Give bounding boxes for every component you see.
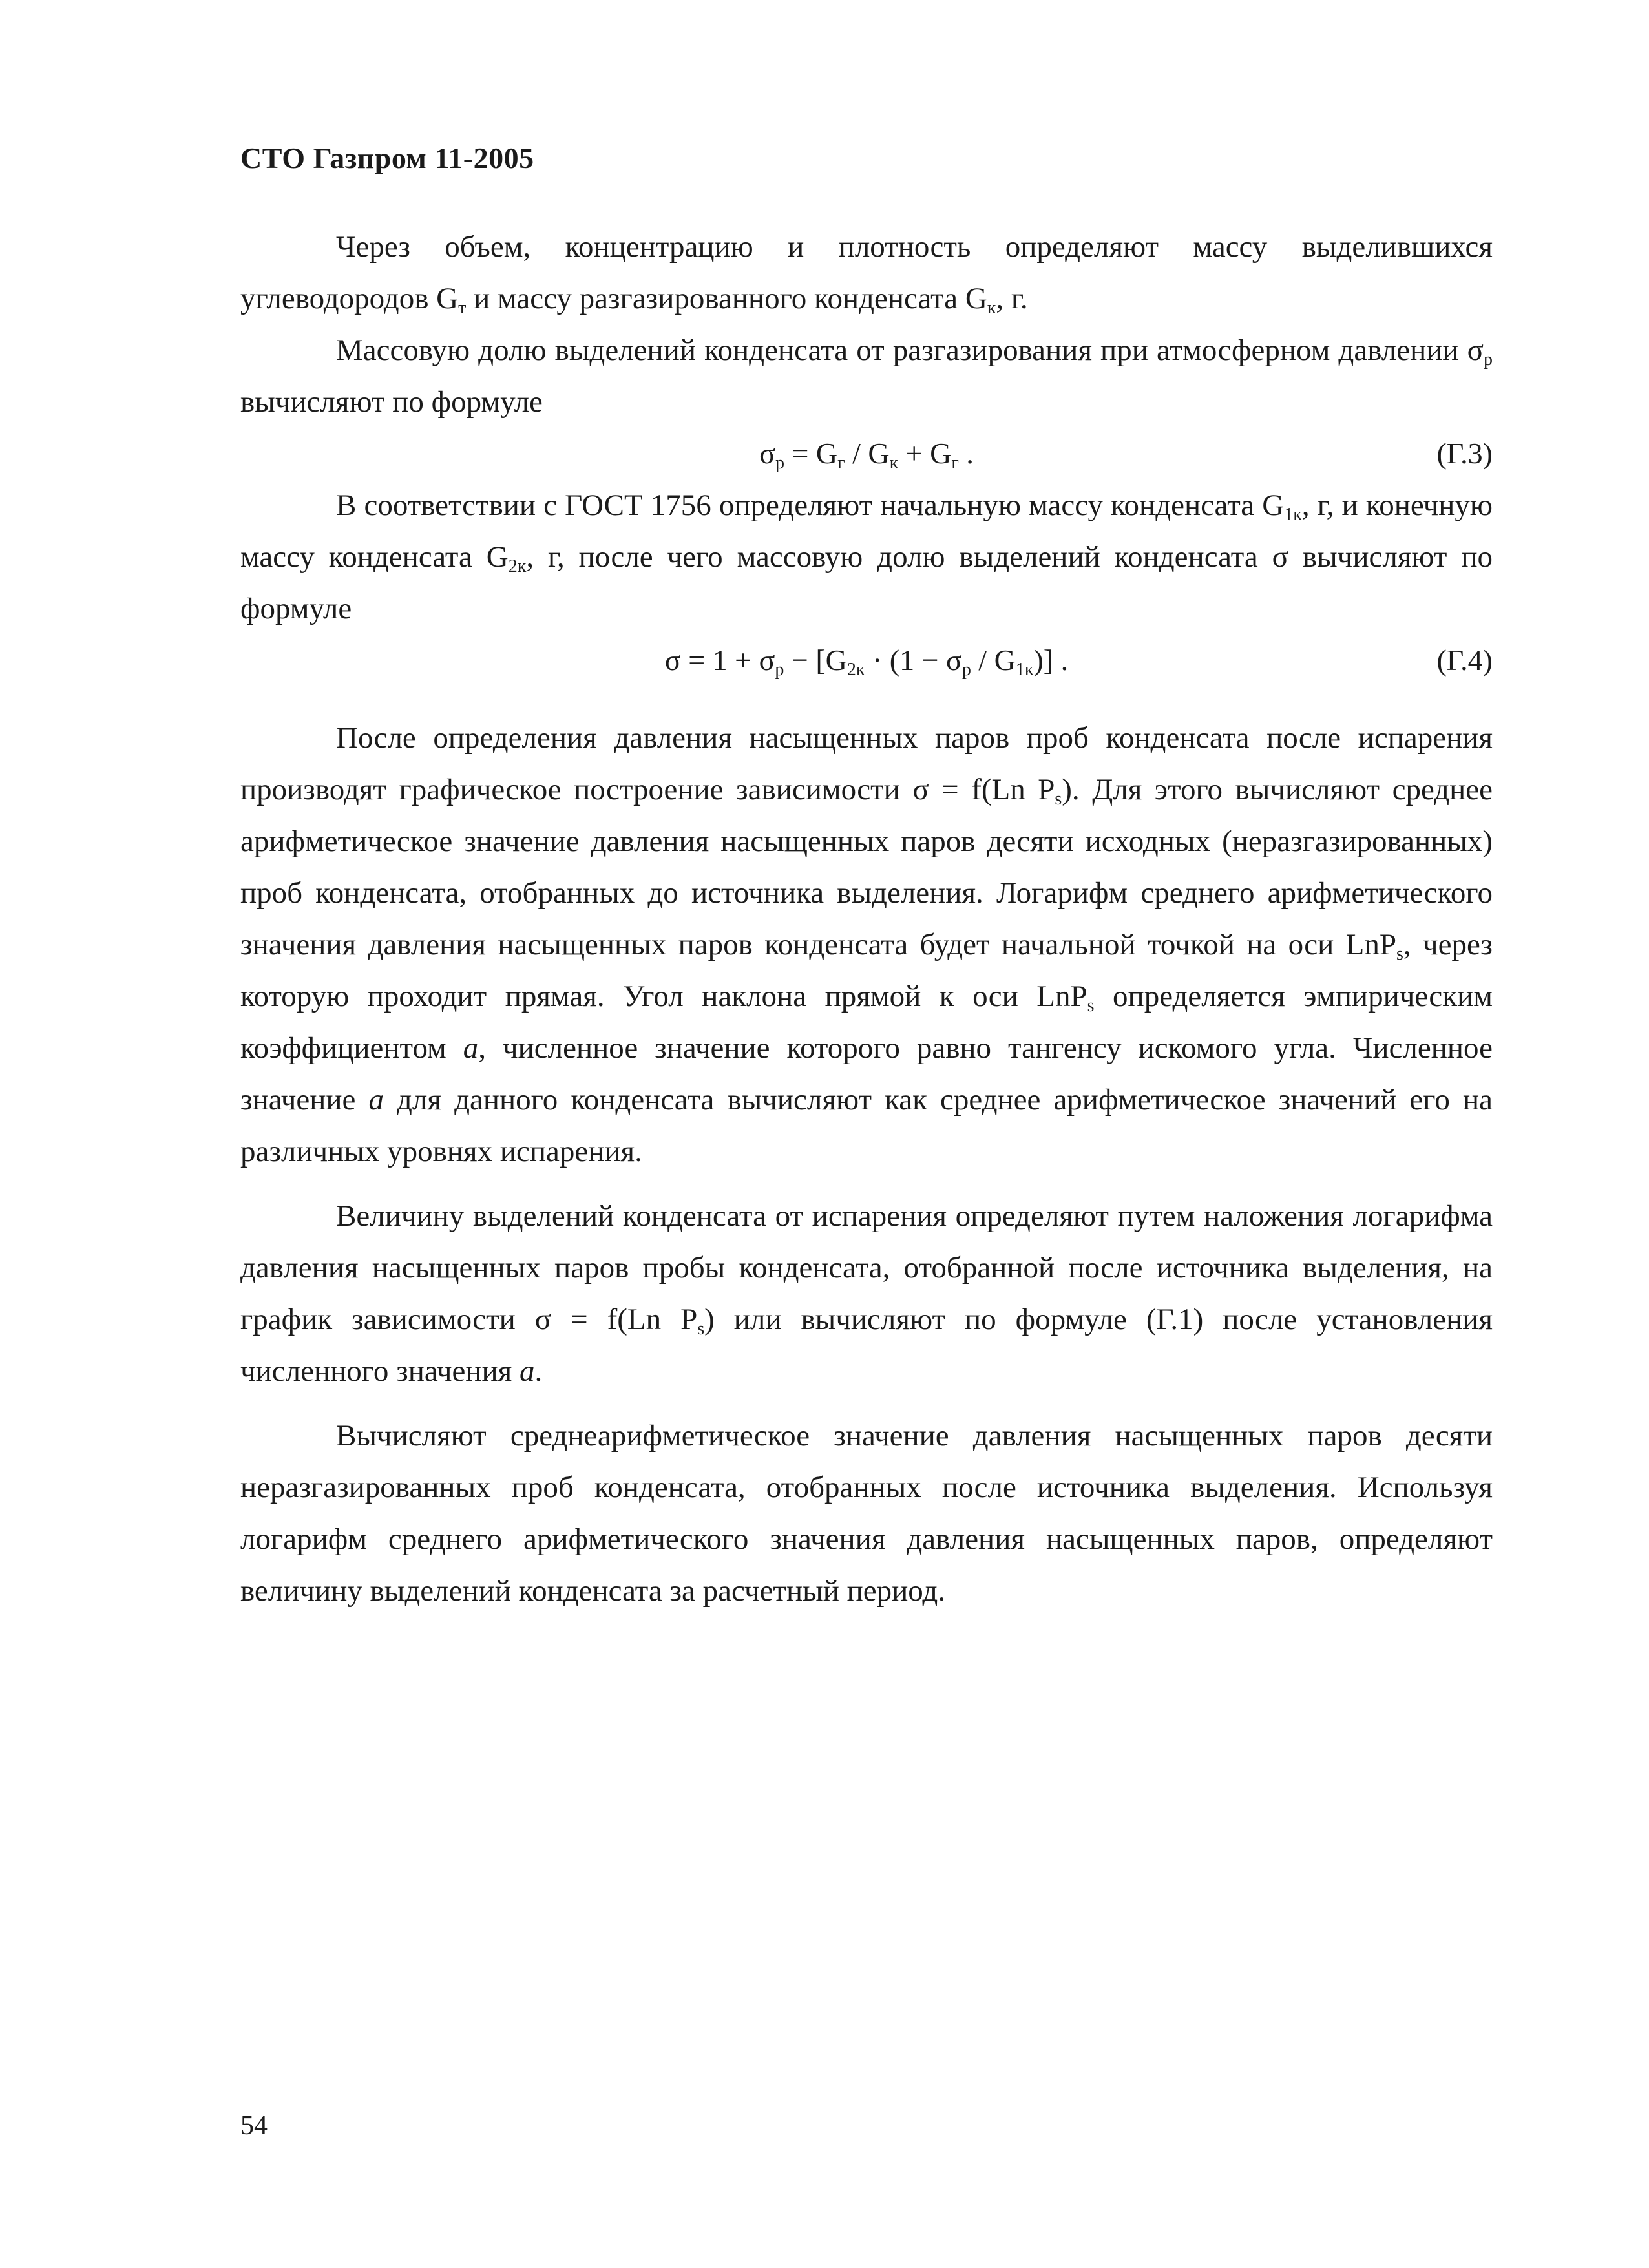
formula-g3-expression bbox=[240, 428, 1493, 479]
text: . bbox=[534, 1354, 543, 1388]
formula-g4-expression bbox=[240, 635, 1493, 686]
formula-g4-number: (Г.4) bbox=[1436, 644, 1493, 677]
subscript: s bbox=[697, 1319, 705, 1339]
text: / G bbox=[971, 644, 1016, 677]
text: , г, после чего массовую долю выделений конденсата σ вычисляют по формуле bbox=[240, 540, 1493, 625]
paragraph-6: Вычисляют среднеарифметическое значение давления насыщенных паров десяти неразгазированных проб конденсата, отобранных после источника выделения. Используя логарифм среднего арифметического значения давления насыщенных паров, определяют величину выделений конденсата за расчетный период. bbox=[240, 1419, 1493, 1608]
formula-g3-number: (Г.3) bbox=[1436, 437, 1493, 470]
page-body bbox=[240, 221, 1493, 1617]
text: Величину выделений конденсата от испарения определяют путем наложения логарифма давления насыщенных паров пробы конденсата, отобранной после источника выделения, на график зависимости σ = f(Ln P bbox=[240, 1199, 1493, 1336]
text: / G bbox=[845, 437, 890, 470]
text: = G bbox=[784, 437, 838, 470]
variable-a: a bbox=[520, 1354, 535, 1388]
text: , численное значение которого равно тангенсу искомого угла. Численное значение bbox=[240, 1031, 1493, 1117]
variable-a: a bbox=[463, 1031, 479, 1065]
subscript: 2к bbox=[508, 556, 527, 576]
paragraph-3 bbox=[240, 479, 1493, 635]
document-header: СТО Газпром 11-2005 bbox=[240, 142, 534, 174]
variable-a: a bbox=[368, 1083, 384, 1117]
subscript: 1к bbox=[1284, 505, 1302, 525]
subscript: р bbox=[775, 660, 784, 680]
formula-g4 bbox=[240, 635, 1493, 686]
text: , через которую проходит прямая. Угол наклона прямой к оси LnP bbox=[240, 928, 1493, 1013]
formula-g3 bbox=[240, 428, 1493, 479]
subscript: г bbox=[951, 453, 959, 473]
paragraph-5 bbox=[240, 1190, 1493, 1397]
subscript: р bbox=[775, 453, 784, 473]
page-number: 54 bbox=[240, 2111, 268, 2141]
subscript: т bbox=[458, 298, 467, 318]
subscript: к bbox=[987, 298, 996, 318]
text: определяется эмпирическим коэффициентом bbox=[240, 980, 1493, 1065]
paragraph-1 bbox=[240, 221, 1493, 324]
text: После определения давления насыщенных паров проб конденсата после испарения производят графическое построение зависимости σ = f(Ln P bbox=[240, 721, 1493, 806]
text: , г, и конечную массу конденсата G bbox=[240, 488, 1493, 574]
subscript: s bbox=[1087, 996, 1095, 1016]
subscript: 2к bbox=[846, 660, 865, 680]
text: σ bbox=[759, 437, 775, 470]
subscript: s bbox=[1396, 944, 1403, 964]
text: . bbox=[958, 437, 974, 470]
paragraph-4 bbox=[240, 712, 1493, 1177]
text: вычисляют по формуле bbox=[240, 385, 543, 419]
text: · (1 − σ bbox=[865, 644, 962, 677]
text: ). Для этого вычисляют среднее арифметическое значение давления насыщенных паров десяти исходных (неразгазированных) проб конденсата, отобранных до источника выделения. Логарифм среднего арифметического значения давления насыщенных паров конденсата будет начальной точкой на оси LnP bbox=[240, 773, 1493, 961]
text: для данного конденсата вычисляют как среднее арифметическое значений его на различных уровнях испарения. bbox=[240, 1083, 1493, 1168]
text: В соответствии с ГОСТ 1756 определяют начальную массу конденсата G bbox=[336, 488, 1285, 522]
subscript: р bbox=[1484, 350, 1493, 370]
text: и массу разгазированного конденсата G bbox=[466, 282, 987, 315]
subscript: 1к bbox=[1015, 660, 1034, 680]
text: , г. bbox=[996, 282, 1028, 315]
text: Массовую долю выделений конденсата от разгазирования при атмосферном давлении σ bbox=[336, 333, 1484, 367]
subscript: р bbox=[961, 660, 971, 680]
text: ) или вычисляют по формуле (Г.1) после установления численного значения bbox=[240, 1303, 1493, 1388]
subscript: к bbox=[889, 453, 899, 473]
text: − [G bbox=[784, 644, 847, 677]
text: σ = 1 + σ bbox=[664, 644, 775, 677]
subscript: г bbox=[837, 453, 845, 473]
paragraph-2 bbox=[240, 324, 1493, 428]
text: + G bbox=[898, 437, 952, 470]
text: Через объем, концентрацию и плотность определяют массу выделившихся углеводородов G bbox=[240, 230, 1493, 315]
subscript: s bbox=[1055, 789, 1062, 809]
text: )] . bbox=[1033, 644, 1069, 677]
